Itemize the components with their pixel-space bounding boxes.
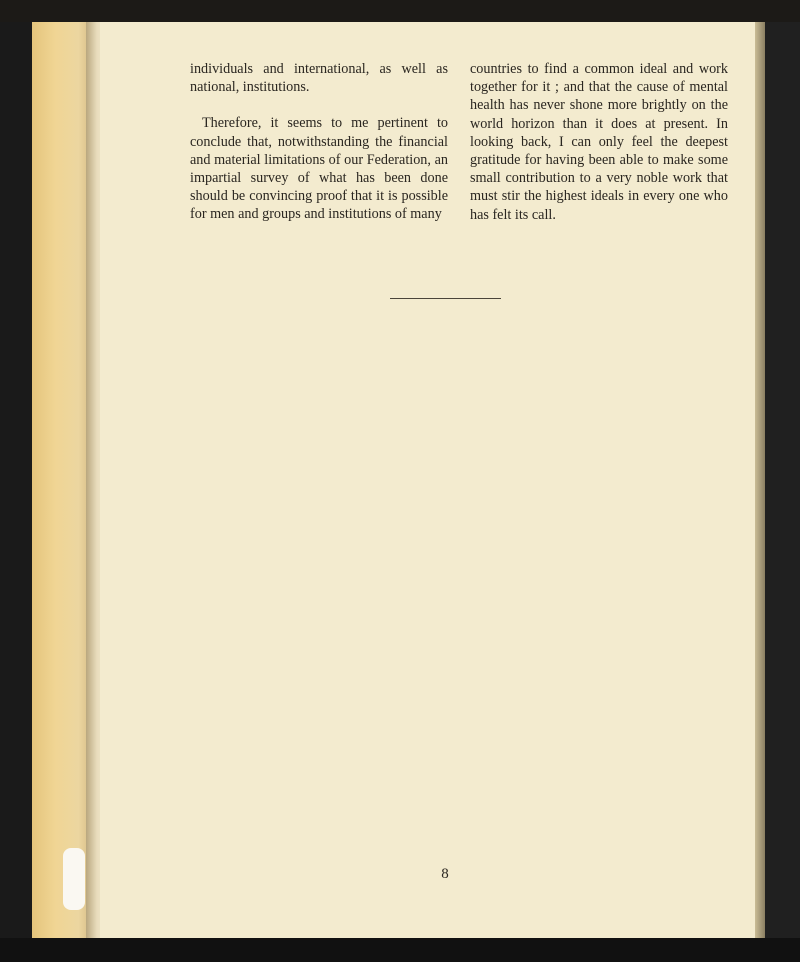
paragraph: individuals and international, as well as national, institutions. bbox=[190, 61, 448, 96]
page-number: 8 bbox=[441, 866, 449, 882]
paragraph: Therefore, it seems to me pertinent to conclude that, notwithstanding the financial and material limitations of our Federation, an impartial survey of what has been done should be convincing proof that it is possible for men and groups and institutions of many bbox=[190, 115, 448, 223]
page-edge-right bbox=[755, 22, 765, 938]
scan-bottom-border bbox=[0, 938, 800, 962]
book-edge bbox=[32, 22, 90, 938]
scan-right-border bbox=[765, 22, 800, 938]
paper-tab bbox=[63, 848, 85, 910]
text-column-right bbox=[470, 60, 728, 242]
scan-top-border bbox=[0, 0, 800, 22]
section-divider bbox=[390, 298, 501, 299]
paragraph: countries to find a common ideal and work together for it ; and that the cause of mental health has never shone more brightly on the world horizon than it does at present. In looking back, I can only feel the deepest gratitude for having been able to make some small contribution to a very noble work that must stir the highest ideals in every one who has felt its call. bbox=[470, 61, 728, 223]
text-column-left bbox=[190, 60, 448, 242]
